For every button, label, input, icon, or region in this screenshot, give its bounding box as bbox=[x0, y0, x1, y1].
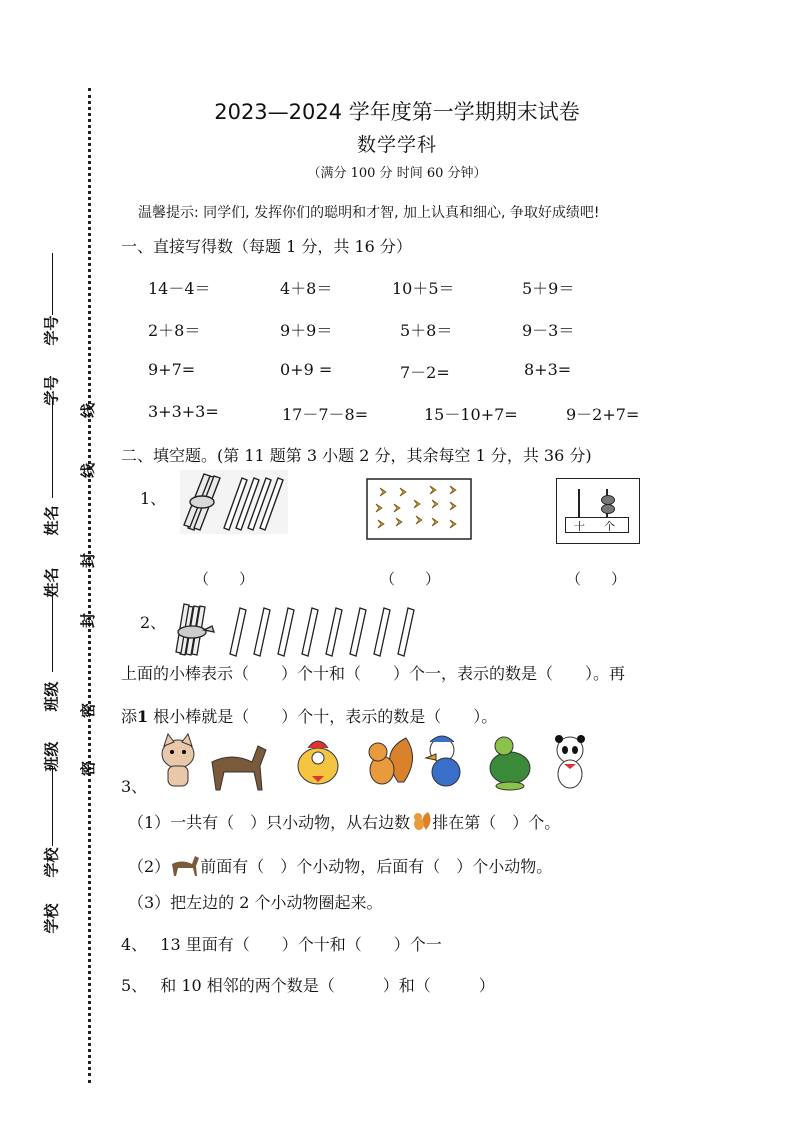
q3-part1-b: 排在第（ ）个。 bbox=[432, 813, 561, 832]
exam-title: 2023—2024 学年度第一学期期末试卷 bbox=[214, 100, 580, 124]
seal-char-feng-2: 封 bbox=[79, 612, 98, 629]
name-label: 姓名 bbox=[42, 505, 61, 536]
seal-char-xian: 线 bbox=[79, 402, 98, 419]
q2-number: 2、 bbox=[140, 613, 167, 632]
equation: 9+7= bbox=[148, 360, 196, 379]
name-label-2: 姓名 bbox=[42, 567, 61, 598]
tip-text: 温馨提示: 同学们, 发挥你们的聪明和才智, 加上认真和细心, 争取好成绩吧! bbox=[138, 205, 600, 221]
q3-part1-a: （1）一共有（ ）只小动物，从右边数 bbox=[128, 813, 411, 832]
q2-line2 bbox=[121, 704, 497, 727]
abacus-label-tens: 十 bbox=[574, 520, 585, 533]
equation: 3+3+3= bbox=[148, 402, 219, 421]
abacus-base bbox=[565, 517, 629, 533]
equation: 4＋8＝ bbox=[280, 279, 333, 298]
section2-heading: 二、填空题。(第 11 题第 3 小题 2 分，其余每空 1 分，共 36 分) bbox=[121, 446, 592, 465]
items-box-picture bbox=[366, 478, 472, 540]
turtle-icon bbox=[490, 737, 530, 790]
seal-char-xian-2: 线 bbox=[79, 462, 98, 479]
section1-heading: 一、直接写得数（每题 1 分，共 16 分） bbox=[121, 237, 412, 256]
q3-part2 bbox=[128, 852, 552, 877]
horse-icon bbox=[212, 746, 266, 790]
equation: 5＋9＝ bbox=[522, 279, 575, 298]
q4-text: 4、 13 里面有（ ）个十和（ ）个一 bbox=[121, 935, 442, 954]
score-time-note: （满分 100 分 时间 60 分钟） bbox=[307, 166, 487, 181]
rooster-icon bbox=[298, 741, 338, 784]
abacus-picture bbox=[556, 478, 640, 544]
equation: 5＋8＝ bbox=[400, 321, 453, 340]
answer-blank[interactable]: （ ） bbox=[380, 570, 441, 588]
squirrel-icon bbox=[369, 738, 413, 784]
horse-icon bbox=[170, 852, 200, 876]
equation: 9＋9＝ bbox=[280, 321, 333, 340]
class-label: 班级 bbox=[42, 681, 61, 712]
abacus-label-ones: 个 bbox=[604, 520, 615, 533]
equation: 15－10+7= bbox=[424, 405, 518, 424]
cat-icon bbox=[162, 734, 194, 786]
abacus-bead bbox=[601, 504, 615, 514]
q2-line2-rest: 根小棒就是（ ）个十，表示的数是（ ）。 bbox=[148, 707, 498, 726]
animals-row-picture bbox=[150, 732, 600, 794]
student-id-line bbox=[52, 253, 53, 315]
q2-line1: 上面的小棒表示（ ）个十和（ ）个一，表示的数是（ ）。再 bbox=[121, 664, 626, 683]
equation: 0+9 = bbox=[280, 360, 333, 379]
student-id-label-2: 学号 bbox=[42, 375, 61, 406]
equation: 8+3= bbox=[524, 360, 572, 379]
q1-number: 1、 bbox=[140, 489, 167, 508]
stick-bundle-picture bbox=[180, 470, 288, 534]
school-label-2: 学校 bbox=[42, 903, 61, 934]
equation: 9－2+7= bbox=[566, 405, 640, 424]
school-label: 学校 bbox=[42, 847, 61, 878]
exam-subtitle: 数学学科 bbox=[356, 134, 437, 156]
q3-part2-b: 前面有（ ）个小动物，后面有（ ）个小动物。 bbox=[200, 857, 553, 876]
q2-line2-number: 1 bbox=[137, 707, 149, 726]
q2-line2-prefix: 添 bbox=[121, 707, 138, 726]
equation: 9－3＝ bbox=[522, 321, 575, 340]
panda-icon bbox=[555, 735, 585, 788]
answer-blank[interactable]: （ ） bbox=[194, 570, 255, 588]
q3-number: 3、 bbox=[121, 777, 148, 796]
seal-char-mi-2: 密 bbox=[79, 760, 98, 777]
squirrel-icon bbox=[410, 810, 432, 832]
equation: 10＋5＝ bbox=[392, 279, 455, 298]
class-line bbox=[52, 592, 53, 672]
q5-text: 5、 和 10 相邻的两个数是（ ）和（ ） bbox=[121, 976, 495, 995]
q3-part2-a: （2） bbox=[128, 857, 171, 876]
q3-part1 bbox=[128, 810, 560, 833]
sticks-picture bbox=[174, 602, 430, 660]
student-id-label: 学号 bbox=[42, 315, 61, 346]
equation: 2＋8＝ bbox=[148, 321, 201, 340]
equation: 17－7－8= bbox=[282, 405, 369, 424]
seal-char-mi: 密 bbox=[79, 702, 98, 719]
school-line bbox=[52, 766, 53, 846]
class-label-2: 班级 bbox=[42, 741, 61, 772]
equation: 7－2= bbox=[400, 363, 450, 382]
equation: 14－4＝ bbox=[148, 279, 211, 298]
q3-part3: （3）把左边的 2 个小动物圈起来。 bbox=[128, 893, 383, 912]
duck-icon bbox=[426, 736, 460, 786]
name-line bbox=[52, 398, 53, 498]
answer-blank[interactable]: （ ） bbox=[566, 570, 627, 588]
seal-char-feng: 封 bbox=[79, 552, 98, 569]
seal-dotted-line bbox=[88, 88, 91, 1083]
